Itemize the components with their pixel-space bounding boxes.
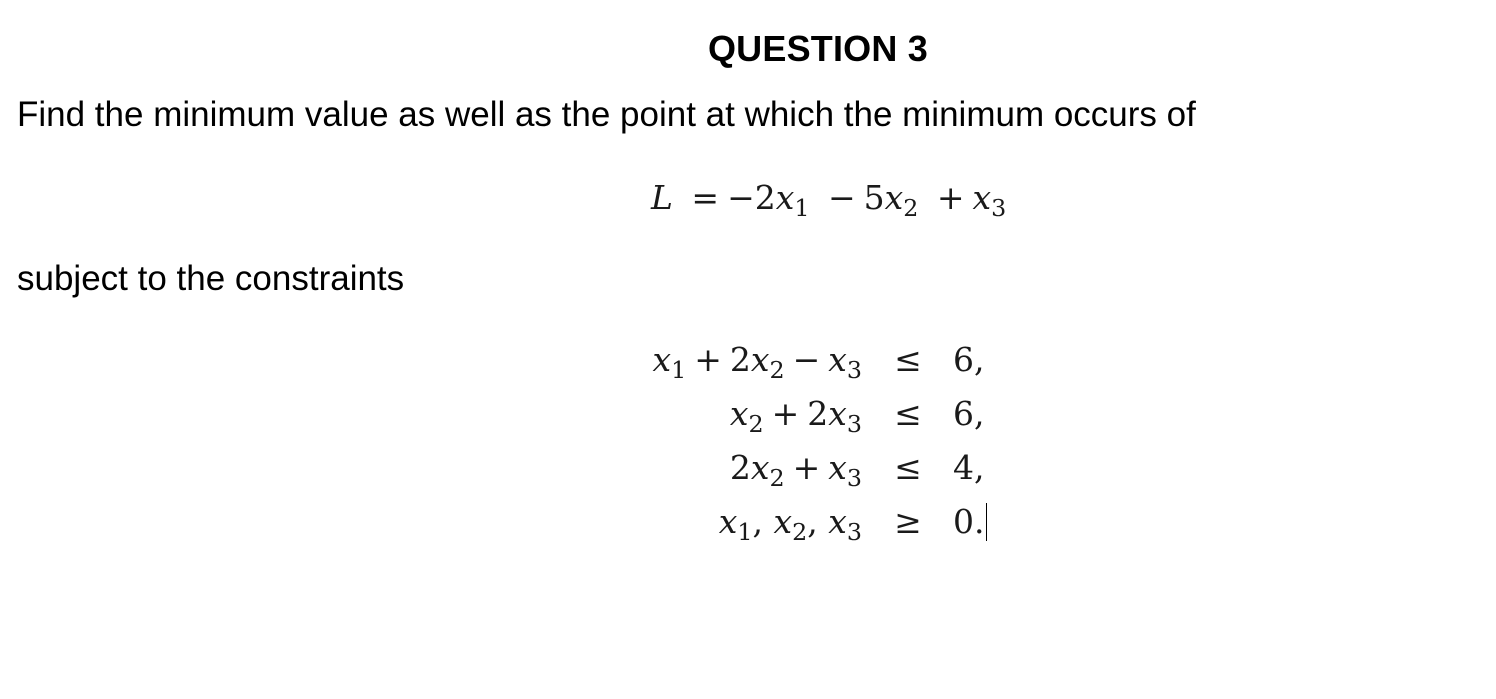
- term-coef-1: −2: [727, 178, 776, 217]
- constraint-lhs: $x_1 + 2x_2 - x_3$: [652, 340, 862, 385]
- relation-symbol: ≥: [894, 502, 922, 541]
- constraints-intro: subject to the constraints: [17, 259, 405, 298]
- relation-symbol: ≤: [894, 394, 922, 433]
- plus-sign: +: [936, 178, 965, 217]
- constraint-rhs: 4,: [953, 448, 985, 487]
- relation-symbol: ≤: [894, 448, 922, 487]
- var-x: x: [775, 178, 795, 217]
- problem-statement: Find the minimum value as well as the point at which the minimum occurs of: [17, 95, 1196, 134]
- constraint-rhs: [953, 502, 987, 541]
- relation-symbol: ≤: [894, 340, 922, 379]
- question-title: QUESTION 3: [707, 28, 929, 69]
- var-x: x: [884, 178, 904, 217]
- constraint-lhs: $x_2 + 2x_3$: [729, 394, 862, 439]
- text-cursor: [986, 503, 987, 541]
- objective-lhs: L: [651, 178, 673, 217]
- rhs-value: 0.: [953, 502, 985, 541]
- minus-sign: −: [827, 178, 856, 217]
- constraint-rhs: 6,: [953, 340, 985, 379]
- constraint-lhs: $2x_2 + x_3$: [729, 448, 862, 493]
- constraint-rhs: 6,: [953, 394, 985, 433]
- subscript: 3: [991, 194, 1007, 223]
- subscript: 1: [794, 194, 810, 223]
- term-coef-2: 5: [863, 178, 885, 217]
- constraint-lhs: $x_1$, $x_2$, $x_3$: [718, 502, 862, 547]
- subscript: 2: [903, 194, 919, 223]
- objective-function: [651, 178, 1007, 223]
- equals-sign: =: [691, 178, 720, 217]
- var-x: x: [972, 178, 992, 217]
